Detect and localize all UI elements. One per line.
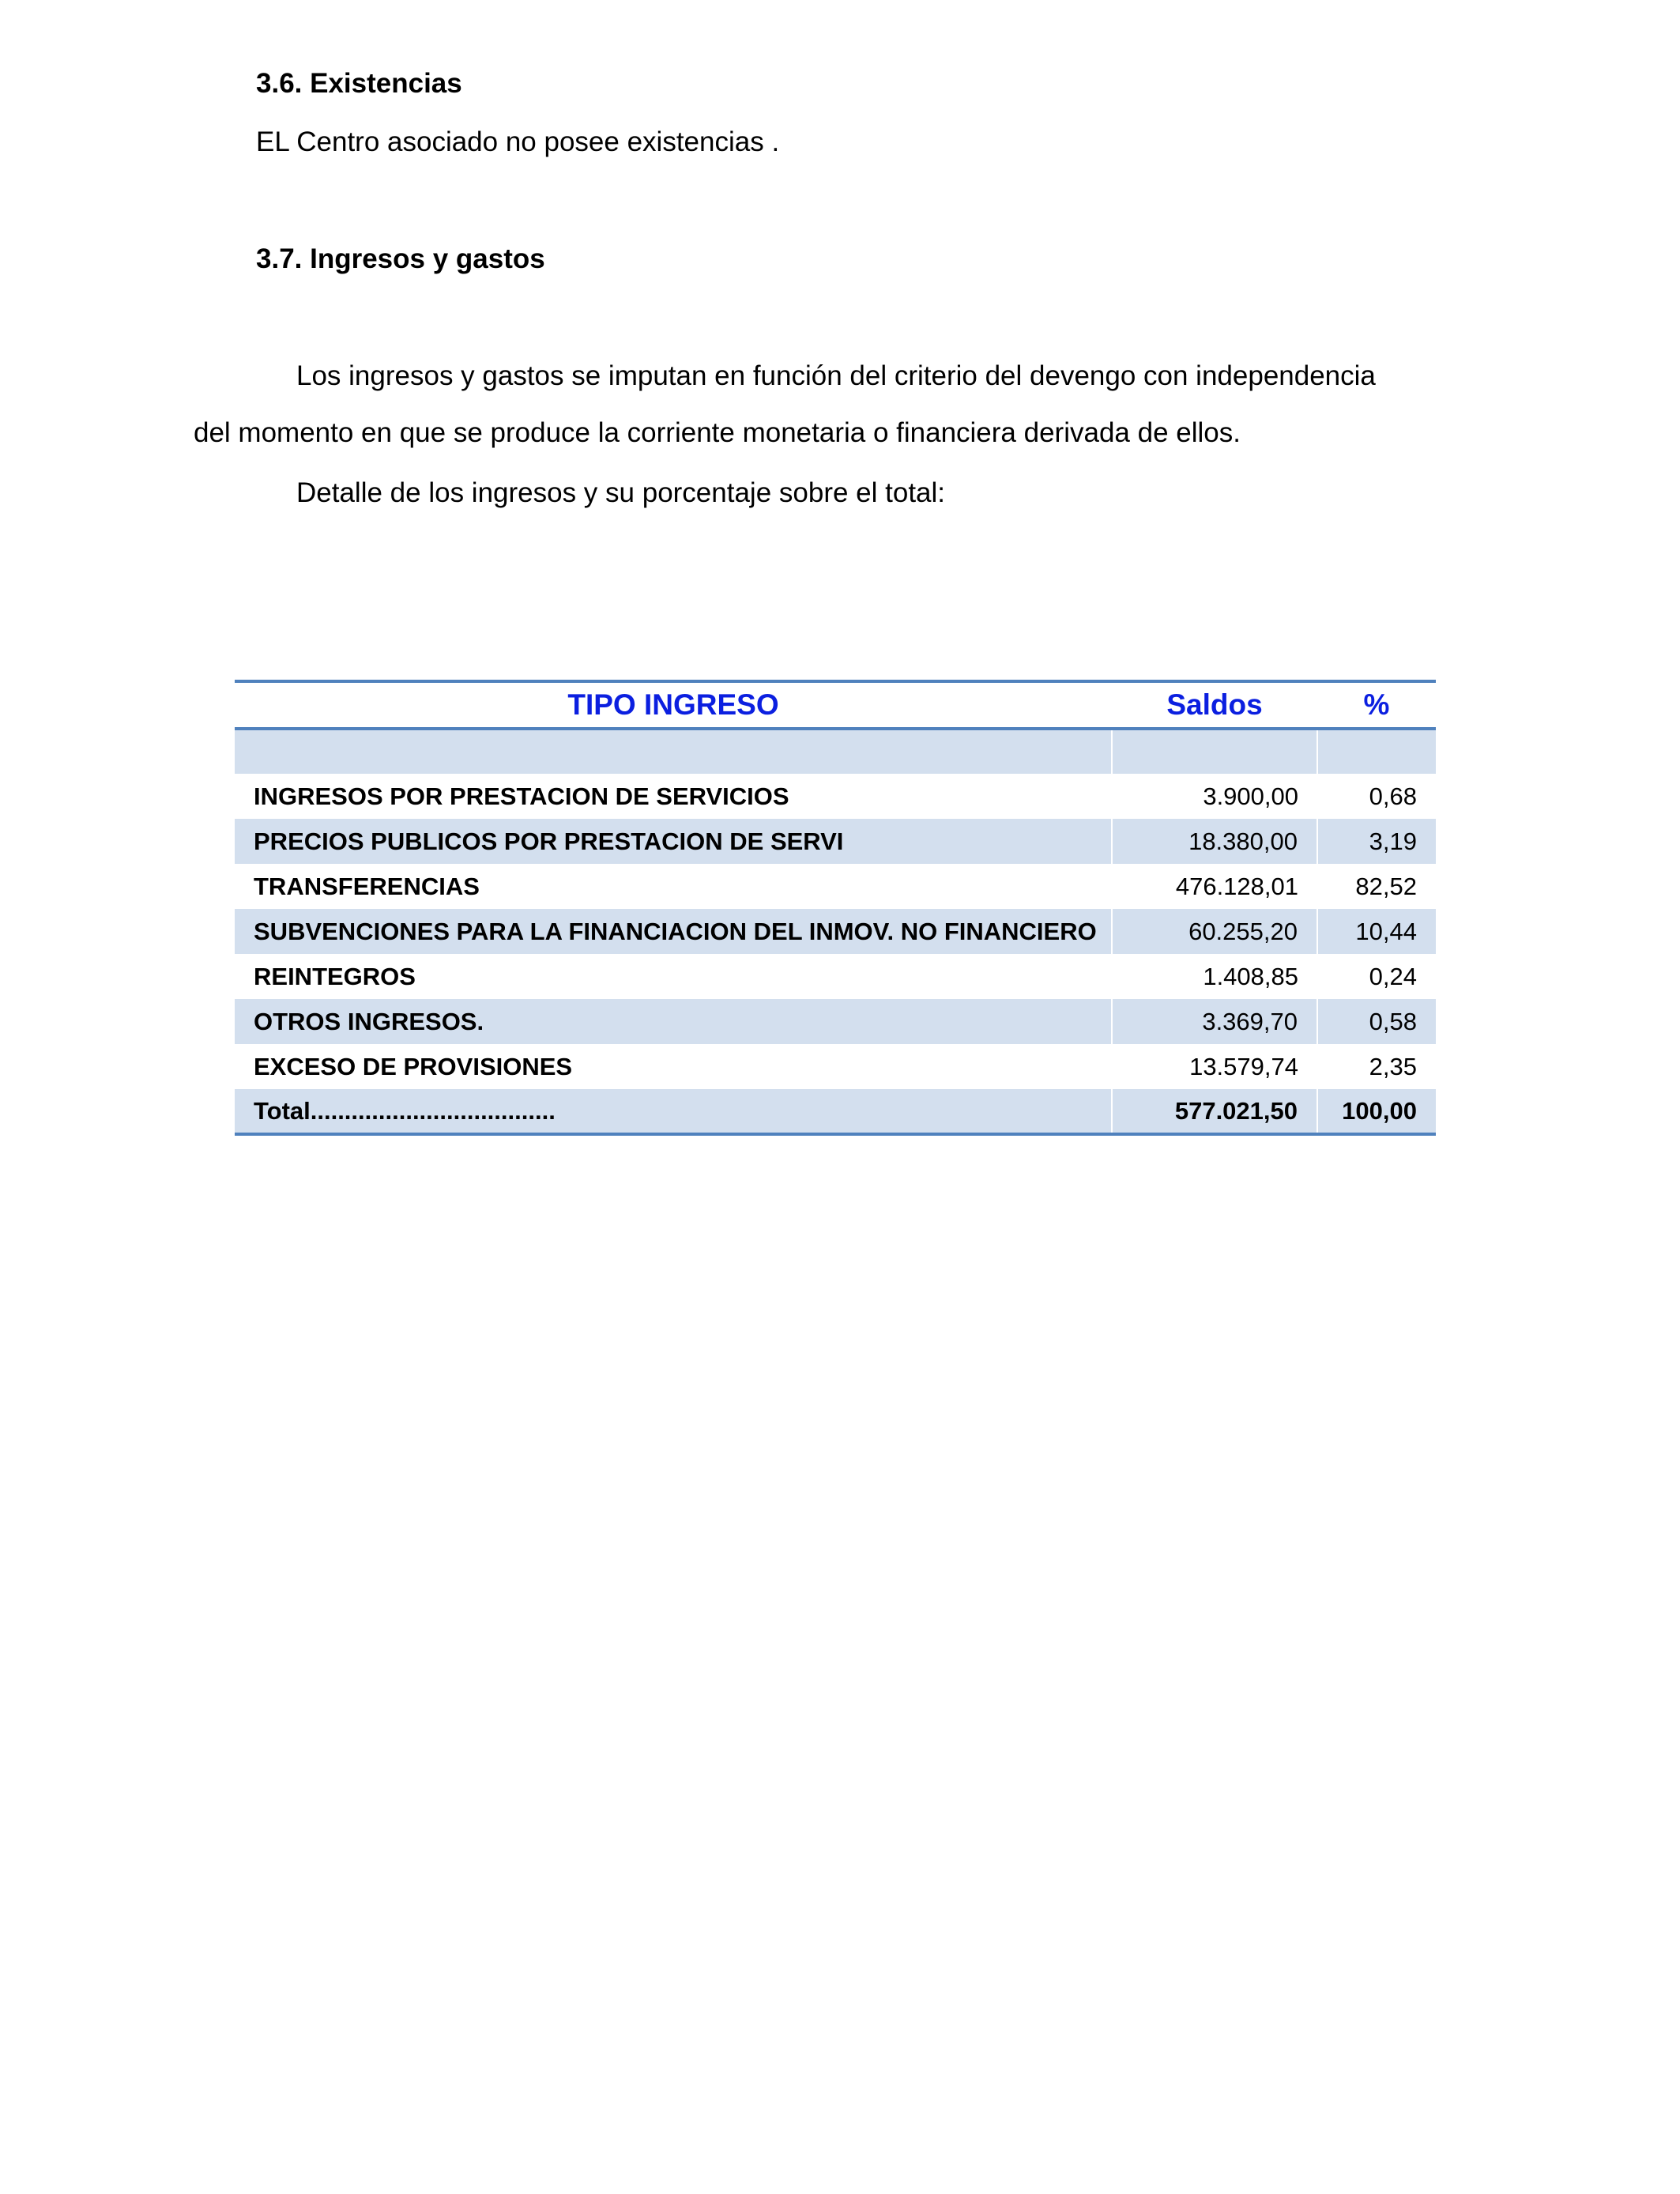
row-saldo — [1112, 729, 1317, 774]
row-name: INGRESOS POR PRESTACION DE SERVICIOS — [254, 782, 789, 810]
header-percent: % — [1317, 681, 1436, 729]
table-row — [235, 774, 1436, 819]
table-row — [235, 729, 1436, 774]
total-saldo: 577.021,50 — [1112, 1089, 1317, 1134]
table-total-row — [235, 1089, 1436, 1134]
row-pct: 10,44 — [1317, 909, 1436, 954]
row-pct: 2,35 — [1369, 1052, 1417, 1080]
heading-ingresos-gastos: 3.7. Ingresos y gastos — [256, 243, 545, 274]
row-saldo: 3.369,70 — [1112, 999, 1317, 1044]
table-row — [235, 819, 1436, 864]
row-saldo: 18.380,00 — [1112, 819, 1317, 864]
row-pct: 0,24 — [1369, 962, 1417, 990]
table-header-row — [235, 681, 1436, 729]
row-name: OTROS INGRESOS. — [235, 999, 1112, 1044]
row-name: REINTEGROS — [254, 962, 416, 990]
row-saldo: 1.408,85 — [1203, 962, 1298, 990]
table-row — [235, 864, 1436, 909]
row-saldo: 13.579,74 — [1189, 1052, 1298, 1080]
income-table-container — [235, 680, 1436, 1136]
heading-existencias: 3.6. Existencias — [256, 68, 462, 99]
table-row — [235, 954, 1436, 999]
row-saldo: 60.255,20 — [1112, 909, 1317, 954]
row-saldo: 3.900,00 — [1203, 782, 1298, 810]
paragraph-line-2: del momento en que se produce la corriente monetaria o financiera derivada de ellos. — [194, 417, 1241, 448]
row-name — [235, 729, 1112, 774]
row-pct: 0,68 — [1369, 782, 1417, 810]
table-row — [235, 999, 1436, 1044]
row-pct: 0,58 — [1317, 999, 1436, 1044]
row-pct: 3,19 — [1317, 819, 1436, 864]
header-tipo-ingreso: TIPO INGRESO — [235, 681, 1112, 729]
detail-intro: Detalle de los ingresos y su porcentaje sobre el total: — [296, 477, 946, 508]
row-pct: 82,52 — [1355, 872, 1417, 900]
row-name: EXCESO DE PROVISIONES — [254, 1052, 573, 1080]
row-name: TRANSFERENCIAS — [254, 872, 480, 900]
header-saldos: Saldos — [1112, 681, 1317, 729]
row-saldo: 476.128,01 — [1175, 872, 1298, 900]
row-pct — [1317, 729, 1436, 774]
table-row — [235, 909, 1436, 954]
table-row — [235, 1044, 1436, 1089]
income-table — [235, 680, 1436, 1136]
row-name: SUBVENCIONES PARA LA FINANCIACION DEL INMOV. NO FINANCIERO — [235, 909, 1112, 954]
row-name: PRECIOS PUBLICOS POR PRESTACION DE SERVI — [235, 819, 1112, 864]
total-pct: 100,00 — [1317, 1089, 1436, 1134]
total-label: Total.................................... — [235, 1089, 1112, 1134]
existencias-text: EL Centro asociado no posee existencias . — [256, 126, 780, 157]
paragraph-line-1: Los ingresos y gastos se imputan en función del criterio del devengo con independencia — [296, 360, 1376, 391]
